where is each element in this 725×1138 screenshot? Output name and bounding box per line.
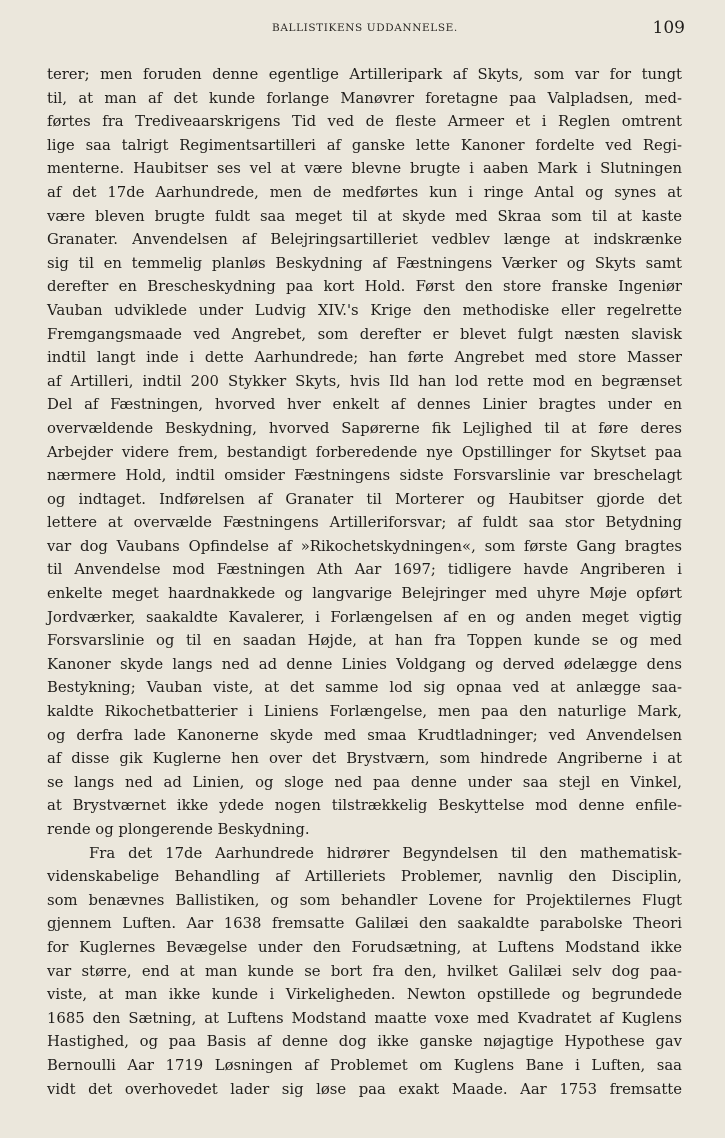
- text-line: indtil langt inde i dette Aarhundrede; han førte Angrebet med store Masser: [47, 349, 682, 367]
- text-line: menterne. Haubitser ses vel at være blevne brugte i aaben Mark i Slutningen: [47, 160, 682, 178]
- text-line: og derfra lade Kanonerne skyde med smaa Krudtladninger; ved Anvendelsen: [47, 726, 682, 744]
- text-line: Fremgangsmaade ved Angrebet, som derefter er blevet fulgt næsten slavisk: [47, 325, 682, 343]
- text-line: for Kuglernes Bevægelse under den Forudsætning, at Luftens Modstand ikke: [47, 938, 682, 956]
- text-line: Del af Fæstningen, hvorved hver enkelt af dennes Linier bragtes under en: [47, 396, 682, 414]
- text-line: til, at man af det kunde forlange Manøvrer foretagne paa Valpladsen, med-: [47, 89, 682, 107]
- page-number: 109: [652, 18, 685, 38]
- text-line: og indtaget. Indførelsen af Granater til Morterer og Haubitser gjorde det: [47, 490, 682, 508]
- text-line: Bestykning; Vauban viste, at det samme lod sig opnaa ved at anlægge saa-: [47, 679, 682, 697]
- text-line: nærmere Hold, indtil omsider Fæstningens sidste Forsvarslinie var breschelagt: [47, 467, 682, 485]
- text-line: af det 17de Aarhundrede, men de medførtes kun i ringe Antal og synes at: [47, 183, 682, 201]
- paragraph-start-line: Fra det 17de Aarhundrede hidrører Begyndelsen til den mathematisk-: [89, 844, 682, 862]
- text-line: var dog Vaubans Opfindelse af »Rikochetskydningen«, som første Gang bragtes: [47, 537, 682, 555]
- text-line: Hastighed, og paa Basis af denne dog ikke ganske nøjagtige Hypothese gav: [47, 1033, 682, 1051]
- body-text: [47, 63, 682, 1125]
- text-line: derefter en Brescheskydning paa kort Hold. Først den store franske Ingeniør: [47, 278, 682, 296]
- text-line: af Artilleri, indtil 200 Stykker Skyts, hvis Ild han lod rette mod en begrænset: [47, 372, 682, 390]
- text-line: enkelte meget haardnakkede og langvarige Belejringer med uhyre Møje opført: [47, 585, 682, 603]
- text-line: Vauban udviklede under Ludvig XIV.'s Krige den methodiske eller regelrette: [47, 301, 682, 319]
- text-line: af disse gik Kuglerne hen over det Brystværn, som hindrede Angriberne i at: [47, 750, 682, 768]
- text-line: vidt det overhovedet lader sig løse paa exakt Maade. Aar 1753 fremsatte: [47, 1080, 682, 1098]
- paragraph-end-line: rende og plongerende Beskydning.: [47, 821, 310, 838]
- text-line: være bleven brugte fuldt saa meget til at skyde med Skraa som til at kaste: [47, 207, 682, 225]
- text-line: se langs ned ad Linien, og sloge ned paa denne under saa stejl en Vinkel,: [47, 773, 682, 791]
- text-line: terer; men foruden denne egentlige Artilleripark af Skyts, som var for tungt: [47, 66, 682, 83]
- text-line: Arbejder videre frem, bestandigt forberedende nye Opstillinger for Skytset paa: [47, 443, 682, 461]
- text-line: Kanoner skyde langs ned ad denne Linies Voldgang og derved ødelægge dens: [47, 655, 682, 673]
- text-line: kaldte Rikochetbatterier i Liniens Forlængelse, men paa den naturlige Mark,: [47, 703, 682, 721]
- text-line: viste, at man ikke kunde i Virkeligheden. Newton opstillede og begrundede: [47, 986, 682, 1004]
- text-line: til Anvendelse mod Fæstningen Ath Aar 1697; tidligere havde Angriberen i: [47, 561, 682, 579]
- text-line: var større, end at man kunde se bort fra den, hvilket Galilæi selv dog paa-: [47, 962, 682, 980]
- text-line: som benævnes Ballistiken, og som behandler Lovene for Projektilernes Flugt: [47, 891, 682, 909]
- text-line: Forsvarslinie og til en saadan Højde, at han fra Toppen kunde se og med: [47, 632, 682, 650]
- text-line: førtes fra Trediveaarskrigens Tid ved de fleste Armeer et i Reglen omtrent: [47, 113, 682, 131]
- text-line: videnskabelige Behandling af Artilleriets Problemer, navnlig den Disciplin,: [47, 868, 682, 886]
- text-line: overvældende Beskydning, hvorved Sapørerne fik Lejlighed til at føre deres: [47, 419, 682, 437]
- text-line: gjennem Luften. Aar 1638 fremsatte Galilæi den saakaldte parabolske Theori: [47, 915, 682, 933]
- text-line: Bernoulli Aar 1719 Løsningen af Problemet om Kuglens Bane i Luften, saa: [47, 1056, 682, 1074]
- text-line: Granater. Anvendelsen af Belejringsartilleriet vedblev længe at indskrænke: [47, 231, 682, 249]
- running-header: BALLISTIKENS UDDANNELSE.: [272, 22, 458, 34]
- text-line: lettere at overvælde Fæstningens Artilleriforsvar; af fuldt saa stor Betydning: [47, 514, 682, 532]
- text-line: Jordværker, saakaldte Kavalerer, i Forlængelsen af en og anden meget vigtig: [47, 608, 682, 626]
- text-line: lige saa talrigt Regimentsartilleri af ganske lette Kanoner fordelte ved Regi-: [47, 136, 682, 154]
- text-line: at Brystværnet ikke ydede nogen tilstrækkelig Beskyttelse mod denne enfile-: [47, 797, 682, 815]
- text-line: sig til en temmelig planløs Beskydning af Fæstningens Værker og Skyts samt: [47, 254, 682, 272]
- text-line: 1685 den Sætning, at Luftens Modstand maatte voxe med Kvadratet af Kuglens: [47, 1009, 682, 1027]
- text-line: [47, 1101, 682, 1125]
